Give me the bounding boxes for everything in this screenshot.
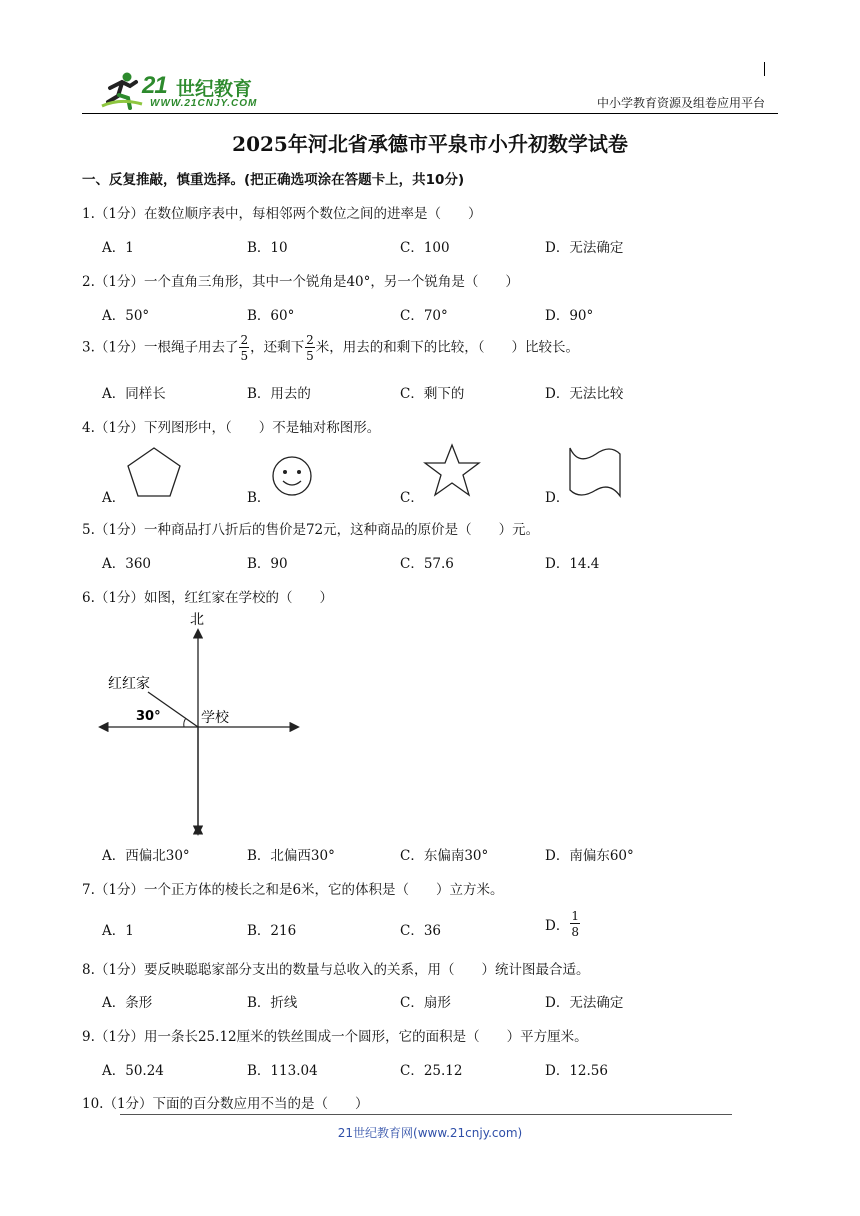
q8-option-b[interactable]: B．折线 — [247, 995, 298, 1011]
q1-option-a[interactable]: A．1 — [102, 240, 134, 256]
q6-option-a[interactable]: A．西偏北30° — [102, 848, 190, 864]
q7-option-a[interactable]: A．1 — [102, 923, 134, 939]
q1-option-b[interactable]: B．10 — [247, 240, 288, 256]
fraction: $\frac{2}{5}$ — [240, 333, 249, 363]
q4-option-a[interactable]: A． — [102, 490, 126, 506]
q3-option-d[interactable]: D．无法比较 — [545, 386, 624, 402]
q9-option-b[interactable]: B．113.04 — [247, 1063, 318, 1079]
logo — [100, 66, 280, 114]
school-label: 学校 — [201, 710, 229, 726]
question-3 — [82, 334, 579, 362]
direction-diagram — [96, 606, 306, 838]
q4-option-c[interactable]: C． — [400, 490, 424, 506]
pentagon-shape — [124, 444, 184, 500]
question-4: 4.（1分）下列图形中，（ ）不是轴对称图形。 — [82, 420, 381, 436]
q2-option-b[interactable]: B．60° — [247, 308, 295, 324]
header-divider — [82, 113, 778, 114]
q3-option-c[interactable]: C．剩下的 — [400, 386, 465, 402]
header-platform-text: 中小学教育资源及组卷应用平台 — [596, 96, 765, 110]
q5-option-a[interactable]: A．360 — [102, 556, 152, 572]
q8-option-d[interactable]: D．无法确定 — [545, 995, 624, 1011]
q9-option-a[interactable]: A．50.24 — [102, 1063, 164, 1079]
q6-option-d[interactable]: D．南偏东60° — [545, 848, 634, 864]
home-label: 红红家 — [108, 676, 150, 692]
q8-option-a[interactable]: A．条形 — [102, 995, 153, 1011]
flag-shape — [566, 444, 624, 500]
question-8: 8.（1分）要反映聪聪家部分支出的数量与总收入的关系，用（ ）统计图最合适。 — [82, 962, 590, 978]
logo-cn: 世纪教育 — [176, 78, 253, 100]
question-10: 10.（1分）下面的百分数应用不当的是（ ） — [82, 1096, 369, 1112]
q3-text-b: ，还剩下 — [250, 339, 305, 356]
q7-option-d[interactable] — [545, 910, 581, 938]
q2-option-a[interactable]: A．50° — [102, 308, 150, 324]
q4-option-b[interactable]: B． — [247, 490, 271, 506]
q1-option-d[interactable]: D．无法确定 — [545, 240, 624, 256]
q3-text-c: 米，用去的和剩下的比较，（ ）比较长。 — [315, 339, 580, 356]
smiley-face-shape — [270, 454, 314, 498]
q5-option-c[interactable]: C．57.6 — [400, 556, 454, 572]
logo-number: 21 — [142, 72, 167, 99]
question-2: 2.（1分）一个直角三角形，其中一个锐角是40°，另一个锐角是（ ） — [82, 274, 519, 290]
question-6: 6.（1分）如图，红红家在学校的（ ） — [82, 590, 333, 606]
q6-option-b[interactable]: B．北偏西30° — [247, 848, 335, 864]
fraction: $\frac{1}{8}$ — [571, 909, 579, 939]
footer-link[interactable]: 21世纪教育网(www.21cnjy.com) — [337, 1126, 523, 1140]
q5-option-d[interactable]: D．14.4 — [545, 556, 600, 572]
q7-option-b[interactable]: B．216 — [247, 923, 297, 939]
angle-label: 30° — [136, 709, 161, 724]
star-shape — [422, 442, 482, 500]
header-tick — [764, 62, 765, 76]
fraction: $\frac{2}{5}$ — [306, 333, 314, 363]
q3-option-a[interactable]: A．同样长 — [102, 386, 166, 402]
section-heading: 一、反复推敲，慎重选择。(把正确选项涂在答题卡上，共10分) — [82, 172, 465, 188]
q6-option-c[interactable]: C．东偏南30° — [400, 848, 489, 864]
question-9: 9.（1分）用一条长25.12厘米的铁丝围成一个圆形，它的面积是（ ）平方厘米。 — [82, 1029, 588, 1045]
q5-option-b[interactable]: B．90 — [247, 556, 288, 572]
q7-option-c[interactable]: C．36 — [400, 923, 442, 939]
q3-text-a: 3.（1分）一根绳子用去了 — [82, 339, 239, 356]
logo-url: WWW.21CNJY.COM — [150, 98, 258, 109]
footer-divider — [120, 1114, 732, 1115]
q2-option-c[interactable]: C．70° — [400, 308, 448, 324]
q2-option-d[interactable]: D．90° — [545, 308, 594, 324]
question-1: 1.（1分）在数位顺序表中，每相邻两个数位之间的进率是（ ） — [82, 206, 482, 222]
q9-option-d[interactable]: D．12.56 — [545, 1063, 608, 1079]
runner-icon — [100, 68, 144, 112]
q9-option-c[interactable]: C．25.12 — [400, 1063, 463, 1079]
q3-option-b[interactable]: B．用去的 — [247, 386, 311, 402]
question-7: 7.（1分）一个正方体的棱长之和是6米，它的体积是（ ）立方米。 — [82, 882, 504, 898]
page-title: 2025年河北省承德市平泉市小升初数学试卷 — [232, 132, 628, 156]
north-label: 北 — [190, 612, 204, 628]
q7-option-d-label: D． — [545, 918, 570, 934]
q1-option-c[interactable]: C．100 — [400, 240, 450, 256]
question-5: 5.（1分）一种商品打八折后的售价是72元，这种商品的原价是（ ）元。 — [82, 522, 540, 538]
q8-option-c[interactable]: C．扇形 — [400, 995, 451, 1011]
q4-option-d[interactable]: D． — [545, 490, 570, 506]
